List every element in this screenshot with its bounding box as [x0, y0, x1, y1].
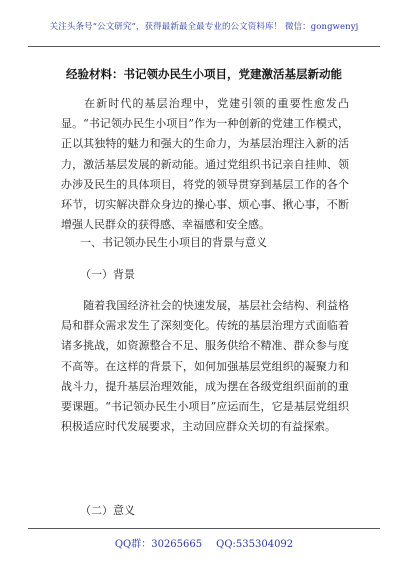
footer-contact — [0, 535, 408, 550]
subsection-heading-background: （一）背景 — [80, 268, 135, 281]
document-title: 经验材料：书记领办民生小项目，党建激活基层新动能 — [66, 67, 342, 81]
footer-qq: QQ:535304092 — [216, 539, 294, 550]
intro-paragraph — [61, 94, 349, 235]
section-heading-1: 一、书记领办民生小项目的背景与意义 — [80, 236, 267, 249]
header-banner: 关注头条号“公文研究”，获得最新最全最专业的公文资料库！ 微信：gongwenyj — [49, 22, 359, 32]
footer-divider — [28, 528, 380, 529]
header-divider — [28, 46, 380, 47]
subsection-heading-significance: （二）意义 — [80, 504, 135, 517]
background-text: 随着我国经济社会的快速发展，基层社会结构、利益格局和群众需求发生了深刻变化。传统的基层治理方式面临着诸多挑战，如资源整合不足、服务供给不精准、群众参与度不高等。在这样的背景下，如何加强基层党组织的凝聚力和战斗力，提升基层治理效能，成为摆在各级党组织面前的重要课题。“书记领办民生小项目”应运而生，它是基层党组织积极适应时代发展要求，主动回应群众关切的有益探索。 — [61, 299, 349, 434]
background-paragraph — [61, 296, 349, 437]
intro-text: 在新时代的基层治理中，党建引领的重要性愈发凸显。“书记领办民生小项目”作为一种创新的党建工作模式，正以其独特的魅力和强大的生命力，为基层治理注入新的活力，激活基层发展的新动能。通过党组织书记亲自挂帅、领办涉及民生的具体项目，将党的领导贯穿到基层工作的各个环节，切实解决群众身边的操心事、烦心事、揪心事，不断增强人民群众的获得感、幸福感和安全感。 — [61, 97, 349, 232]
footer-qq-group: QQ群：30265665 — [114, 539, 203, 550]
